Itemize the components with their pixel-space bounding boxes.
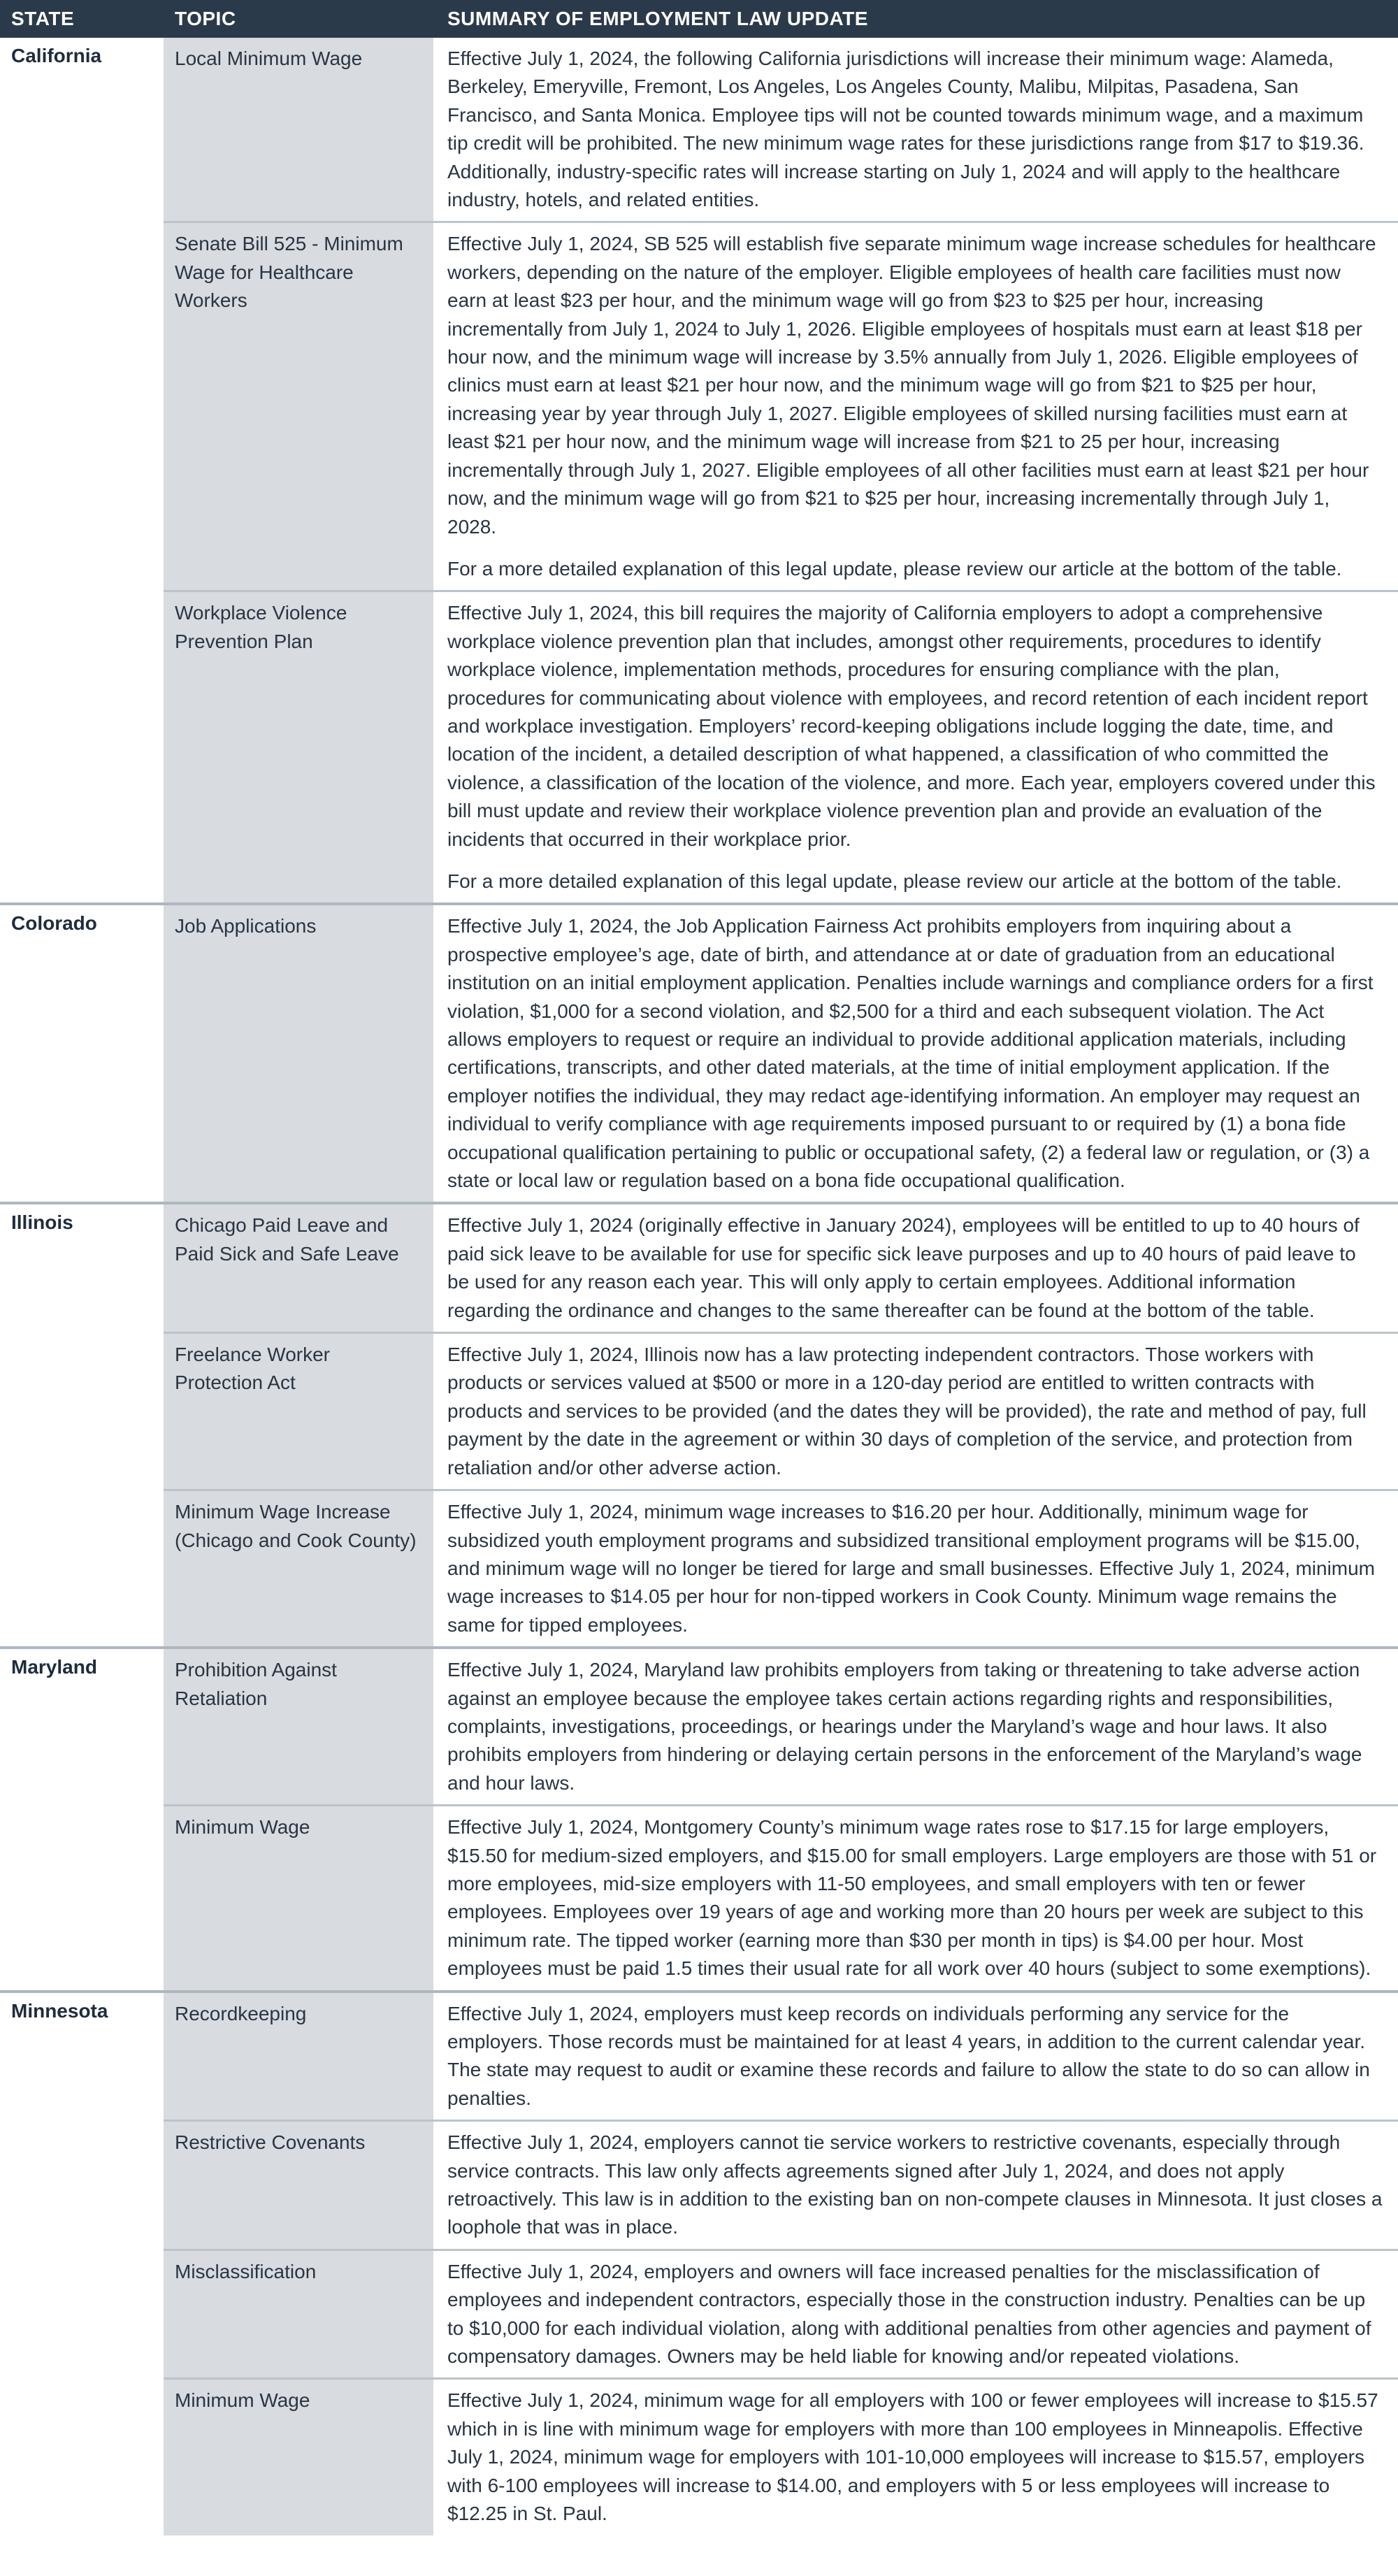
state-name: Maryland bbox=[11, 1656, 97, 1678]
table-row bbox=[164, 592, 1398, 902]
table-row bbox=[164, 2251, 1398, 2380]
topic-cell: Job Applications bbox=[164, 905, 433, 1202]
topic-cell: Workplace Violence Prevention Plan bbox=[164, 592, 433, 902]
summary-paragraph: For a more detailed explanation of this legal update, please review our article at the bottom of the table. bbox=[447, 557, 1342, 580]
summary-paragraph: Effective July 1, 2024 (originally effective in January 2024), employees will be entitled to up to 40 hours of paid sick leave to be available for use for specific sick leave purposes and up to 40 hours of paid leave to be used for any reason each year. This will only apply to certain employees. Additional information regarding the ordinance and changes to the same thereafter can be found at the bottom of the table. bbox=[447, 1214, 1360, 1321]
summary-paragraph: Effective July 1, 2024, employers must keep records on individuals performing any service for the employers. Those records must be maintained for at least 4 years, in addition to the current calendar year. The state may request to audit or examine these records and failure to allow the state to do so can allow in penalties. bbox=[447, 2002, 1370, 2109]
table-row bbox=[164, 38, 1398, 223]
summary-paragraph: Effective July 1, 2024, the following California jurisdictions will increase their minimum wage: Alameda, Berkeley, Emeryville, Fremont, Los Angeles, Los Angeles County, Malibu, Milpitas, Pasadena, San Francisco, and Santa Monica. Employee tips will not be counted towards minimum wage, and a maximum tip credit will be prohibited. The new minimum wage rates for these jurisdictions range from $17 to $19.36. Additionally, industry-specific rates will increase starting on July 1, 2024 and will apply to the healthcare industry, hotels, and related entities. bbox=[447, 48, 1364, 211]
header-state: STATE bbox=[11, 8, 75, 29]
summary-cell bbox=[433, 2251, 1398, 2378]
summary-paragraph: Effective July 1, 2024, minimum wage increases to $16.20 per hour. Additionally, minimum wage for subsidized youth employment programs and subsidized transitional employment programs will be $15.00, and minimum wage will no longer be tiered for large and small businesses. Effective July 1, 2024, minimum wage increases to $14.05 per hour for non-tipped workers in Cook County. Minimum wage remains the same for tipped employees. bbox=[447, 1501, 1376, 1636]
table-row bbox=[164, 1491, 1398, 1646]
topic-cell: Recordkeeping bbox=[164, 1993, 433, 2120]
summary-cell bbox=[433, 223, 1398, 590]
state-topics bbox=[164, 1993, 1398, 2535]
summary-cell bbox=[433, 1993, 1398, 2120]
summary-paragraph: Effective July 1, 2024, minimum wage for all employers with 100 or fewer employees will increase to $15.57 which in is line with minimum wage for employers with more than 100 employees in Minneapolis. Effective July 1, 2024, minimum wage for employers with 101-10,000 employees will increase to $15.57, employers with 6-100 employees will increase to $14.00, and employers with 5 or less employees will increase to $12.25 in St. Paul. bbox=[447, 2389, 1378, 2525]
summary-paragraph: Effective July 1, 2024, the Job Application Fairness Act prohibits employers from inquiring about a prospective employee’s age, date of birth, and attendance at or date of graduation from an educational institution on an initial employment application. Penalties include warnings and compliance orders for a first violation, $1,000 for a second violation, and $2,500 for a third and each subsequent violation. The Act allows employers to request or require an individual to provide additional application materials, including certifications, transcripts, and other dated materials, at the time of initial employment application. If the employer notifies the individual, they may redact age-identifying information. An employer may request an individual to verify compliance with age requirements imposed pursuant to or required by (1) a bona fide occupational qualification pertaining to public or occupational safety, (2) a federal law or regulation, or (3) a state or local law or regulation based on a bona fide occupational qualification. bbox=[447, 915, 1374, 1192]
topic-cell: Minimum Wage Increase (Chicago and Cook County) bbox=[164, 1491, 433, 1646]
table-header bbox=[0, 0, 1398, 38]
summary-cell bbox=[433, 905, 1398, 1202]
summary-paragraph: For a more detailed explanation of this legal update, please review our article at the bottom of the table. bbox=[447, 870, 1342, 892]
table-row bbox=[164, 1204, 1398, 1334]
table-row bbox=[164, 1806, 1398, 1989]
summary-cell bbox=[433, 2122, 1398, 2249]
topic-cell: Senate Bill 525 - Minimum Wage for Healthcare Workers bbox=[164, 223, 433, 590]
topic-cell: Local Minimum Wage bbox=[164, 38, 433, 221]
topic-cell: Chicago Paid Leave and Paid Sick and Safe Leave bbox=[164, 1204, 433, 1332]
topic-cell: Freelance Worker Protection Act bbox=[164, 1334, 433, 1489]
state-group bbox=[0, 38, 1398, 905]
summary-cell bbox=[433, 38, 1398, 221]
table-row bbox=[164, 2122, 1398, 2251]
summary-cell bbox=[433, 1649, 1398, 1804]
table-row bbox=[164, 223, 1398, 592]
summary-cell bbox=[433, 1204, 1398, 1332]
summary-paragraph: Effective July 1, 2024, Maryland law prohibits employers from taking or threatening to take adverse action against an employee because the employee takes certain actions regarding rights and responsibilities, complaints, investigations, proceedings, or hearings under the Maryland’s wage and hour laws. It also prohibits employers from hindering or delaying certain persons in the enforcement of the Maryland’s wage and hour laws. bbox=[447, 1659, 1362, 1794]
state-group bbox=[0, 1204, 1398, 1649]
summary-cell bbox=[433, 1491, 1398, 1646]
summary-paragraph: Effective July 1, 2024, SB 525 will establish five separate minimum wage increase schedules for healthcare workers, depending on the nature of the employer. Eligible employees of health care facilities must now earn at least $23 per hour, and the minimum wage will go from $23 to $25 per hour, increasing incrementally from July 1, 2024 to July 1, 2026. Eligible employees of hospitals must earn at least $18 per hour now, and the minimum wage will increase by 3.5% annually from July 1, 2026. Eligible employees of clinics must earn at least $21 per hour now, and the minimum wage will go from $21 to $25 per hour, increasing year by year through July 1, 2027. Eligible employees of skilled nursing facilities must earn at least $21 per hour now, and the minimum wage will increase from $21 to 25 per hour, increasing incrementally through July 1, 2027. Eligible employees of all other facilities must earn at least $21 per hour now, and the minimum wage will go from $21 to $25 per hour, increasing incrementally through July 1, 2028. bbox=[447, 233, 1376, 538]
state-name: Illinois bbox=[11, 1211, 73, 1234]
topic-cell: Misclassification bbox=[164, 2251, 433, 2378]
topic-cell: Minimum Wage bbox=[164, 1806, 433, 1989]
summary-paragraph: Effective July 1, 2024, employers and owners will face increased penalties for the misclassification of employees and independent contractors, especially those in the construction industry. Penalties can be up to $10,000 for each individual violation, along with additional penalties from other agencies and payment of compensatory damages. Owners may be held liable for knowing and/or repeated violations. bbox=[447, 2260, 1371, 2368]
summary-cell bbox=[433, 1334, 1398, 1489]
table-body bbox=[0, 38, 1398, 2576]
state-group bbox=[0, 1649, 1398, 1992]
summary-cell bbox=[433, 592, 1398, 902]
topic-cell: Restrictive Covenants bbox=[164, 2122, 433, 2249]
summary-cell bbox=[433, 2380, 1398, 2535]
table-row bbox=[164, 1334, 1398, 1491]
table-row bbox=[164, 905, 1398, 1202]
state-topics bbox=[164, 38, 1398, 902]
summary-paragraph: Effective July 1, 2024, employers cannot tie service workers to restrictive covenants, especially through service contracts. This law only affects agreements signed after July 1, 2024, and does not apply retroactively. This law is in addition to the existing ban on non-compete clauses in Minnesota. It just closes a loophole that was in place. bbox=[447, 2131, 1383, 2238]
table-row bbox=[164, 1993, 1398, 2122]
state-name: Colorado bbox=[11, 912, 97, 935]
state-group bbox=[0, 1993, 1398, 2535]
state-topics bbox=[164, 1204, 1398, 1646]
state-topics bbox=[164, 1649, 1398, 1989]
state-topics bbox=[164, 905, 1398, 1202]
table-row bbox=[164, 2380, 1398, 2535]
summary-paragraph: Effective July 1, 2024, Montgomery County’s minimum wage rates rose to $17.15 for large employers, $15.50 for medium-sized employers, and $15.00 for small employers. Large employers are those with 51 or more employees, mid-size employers with 11-50 employees, and small employers with ten or fewer employees. Employees over 19 years of age and working more than 20 hours per week are subject to this minimum rate. The tipped worker (earning more than $30 per month in tips) is $4.00 per hour. Most employees must be paid 1.5 times their usual rate for all work over 40 hours (subject to some exemptions). bbox=[447, 1816, 1377, 1980]
topic-cell: Minimum Wage bbox=[164, 2380, 433, 2535]
summary-paragraph: Effective July 1, 2024, Illinois now has a law protecting independent contractors. Those workers with products or services valued at $500 or more in a 120-day period are entitled to written contracts with products and services to be provided (and the dates they will be provided), the rate and method of pay, full payment by the date in the agreement or within 30 days of completion of the service, and protection from retaliation and/or other adverse action. bbox=[447, 1344, 1367, 1478]
state-name: Minnesota bbox=[11, 1999, 108, 2022]
topic-cell: Prohibition Against Retaliation bbox=[164, 1649, 433, 1804]
state-name: California bbox=[11, 45, 102, 66]
table-row bbox=[164, 1649, 1398, 1806]
summary-cell bbox=[433, 1806, 1398, 1989]
header-summary: SUMMARY OF EMPLOYMENT LAW UPDATE bbox=[447, 8, 868, 29]
summary-paragraph: Effective July 1, 2024, this bill requires the majority of California employers to adopt a comprehensive workplace violence prevention plan that includes, amongst other requirements, procedures to identify workplace violence, implementation methods, procedures for ensuring compliance with the plan, procedures for communicating about violence with employees, and record retention of each incident report and workplace investigation. Employers’ record-keeping obligations include logging the date, time, and location of the incident, a detailed description of what happened, a classification of who committed the violence, a classification of the location of the violence, and more. Each year, employers covered under this bill must update and review their workplace violence prevention plan and provide an evaluation of the incidents that occurred in their workplace prior. bbox=[447, 602, 1376, 850]
state-group bbox=[0, 905, 1398, 1204]
header-topic: TOPIC bbox=[175, 8, 236, 29]
